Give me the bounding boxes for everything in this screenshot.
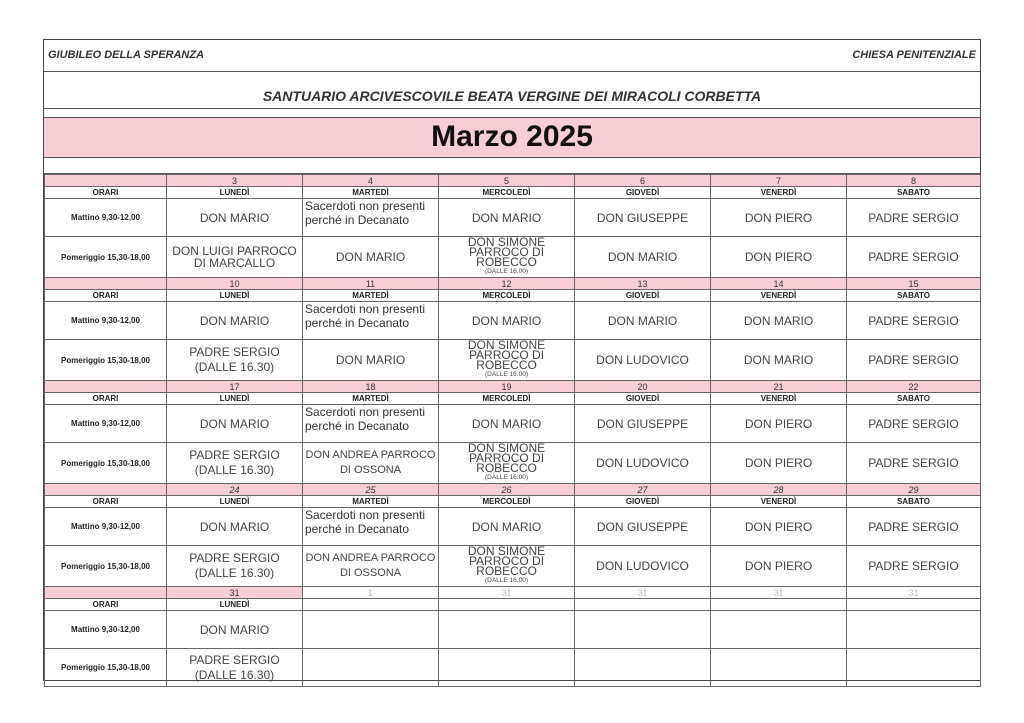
priest-cell: DON ANDREA PARROCO DI OSSONA xyxy=(303,546,439,587)
date-row xyxy=(45,175,981,187)
pomeriggio-label: Pomeriggio 15,30-18,00 xyxy=(45,546,167,587)
priest-cell: PADRE SERGIO (DALLE 16.30) xyxy=(167,649,303,687)
priest-cell: DON LUDOVICO xyxy=(575,340,711,381)
date-cell: 13 xyxy=(575,278,711,290)
empty-cell xyxy=(303,649,439,687)
priest-cell: DON MARIO xyxy=(167,508,303,546)
weekday-label: LUNEDÌ xyxy=(167,496,303,508)
weekday-label: LUNEDÌ xyxy=(167,393,303,405)
empty-cell xyxy=(711,599,847,611)
date-cell: 28 xyxy=(711,484,847,496)
weekday-label: GIOVEDÌ xyxy=(575,187,711,199)
afternoon-row xyxy=(45,340,981,381)
priest-cell: DON LUDOVICO xyxy=(575,443,711,484)
date-row xyxy=(45,278,981,290)
date-row xyxy=(45,587,981,599)
date-cell: 1 xyxy=(303,587,439,599)
priest-absent-note xyxy=(303,508,439,546)
empty-cell xyxy=(847,611,981,649)
priest-cell: DON GIUSEPPE xyxy=(575,405,711,443)
pomeriggio-label: Pomeriggio 15,30-18,00 xyxy=(45,340,167,381)
date-cell-empty xyxy=(45,484,167,496)
pomeriggio-label: Pomeriggio 15,30-18,00 xyxy=(45,237,167,278)
date-cell: 26 xyxy=(439,484,575,496)
date-cell: 20 xyxy=(575,381,711,393)
morning-row xyxy=(45,199,981,237)
weekday-label: MARTEDÌ xyxy=(303,393,439,405)
priest-cell: DON MARIO xyxy=(711,302,847,340)
priest-cell: DON MARIO xyxy=(303,237,439,278)
date-row xyxy=(45,381,981,393)
priest-cell: PADRE SERGIO xyxy=(847,237,981,278)
afternoon-row xyxy=(45,649,981,687)
priest-cell: DON GIUSEPPE xyxy=(575,508,711,546)
date-cell: 6 xyxy=(575,175,711,187)
priest-cell: DON MARIO xyxy=(167,302,303,340)
time-note: (DALLE 16.00) xyxy=(485,474,528,481)
priest-cell: PADRE SERGIO xyxy=(847,302,981,340)
priest-cell: PADRE SERGIO xyxy=(847,405,981,443)
empty-cell xyxy=(847,649,981,687)
spacer-row xyxy=(44,109,980,118)
date-cell: 19 xyxy=(439,381,575,393)
sanctuary-title: SANTUARIO ARCIVESCOVILE BEATA VERGINE DEI MIRACOLI CORBETTA xyxy=(44,83,980,109)
date-cell: 31 xyxy=(847,587,981,599)
empty-cell xyxy=(439,599,575,611)
priest-cell xyxy=(439,443,575,484)
date-cell: 31 xyxy=(711,587,847,599)
priest-name: DON SIMONE PARROCO DI ROBECCO xyxy=(467,236,546,269)
weekday-label: VENERDÌ xyxy=(711,290,847,302)
priest-cell: DON LUDOVICO xyxy=(575,546,711,587)
morning-row xyxy=(45,405,981,443)
date-cell: 14 xyxy=(711,278,847,290)
priest-cell xyxy=(439,340,575,381)
priest-cell: PADRE SERGIO (DALLE 16.30) xyxy=(167,546,303,587)
priest-cell: DON PIERO xyxy=(711,443,847,484)
weekday-label: GIOVEDÌ xyxy=(575,496,711,508)
weekday-label: SABATO xyxy=(847,393,981,405)
weekday-label: MERCOLEDÌ xyxy=(439,187,575,199)
month-title: Marzo 2025 xyxy=(44,118,980,158)
date-cell: 12 xyxy=(439,278,575,290)
priest-cell: PADRE SERGIO xyxy=(847,340,981,381)
mattino-label: Mattino 9,30-12,00 xyxy=(45,199,167,237)
empty-cell xyxy=(575,649,711,687)
priest-cell xyxy=(439,237,575,278)
weekday-label: VENERDÌ xyxy=(711,393,847,405)
date-cell: 31 xyxy=(167,587,303,599)
date-cell: 31 xyxy=(575,587,711,599)
date-cell: 3 xyxy=(167,175,303,187)
weekday-label: MARTEDÌ xyxy=(303,290,439,302)
date-cell: 29 xyxy=(847,484,981,496)
weekday-label: LUNEDÌ xyxy=(167,599,303,611)
weekday-label: VENERDÌ xyxy=(711,496,847,508)
date-cell: 22 xyxy=(847,381,981,393)
morning-row xyxy=(45,302,981,340)
date-cell: 18 xyxy=(303,381,439,393)
spacer-row xyxy=(44,158,980,174)
priest-name: DON SIMONE PARROCO DI ROBECCO xyxy=(467,545,546,578)
priest-absent-text: Sacerdoti non presenti perché in Decanato xyxy=(305,405,426,433)
weekday-label: MERCOLEDÌ xyxy=(439,290,575,302)
priest-cell: PADRE SERGIO (DALLE 16.30) xyxy=(167,443,303,484)
date-cell: 4 xyxy=(303,175,439,187)
date-cell: 7 xyxy=(711,175,847,187)
priest-absent-note xyxy=(303,302,439,340)
priest-cell: DON PIERO xyxy=(711,508,847,546)
priest-absent-text: Sacerdoti non presenti perché in Decanato xyxy=(305,199,426,227)
priest-cell: DON MARIO xyxy=(575,302,711,340)
schedule-table xyxy=(44,174,981,687)
mattino-label: Mattino 9,30-12,00 xyxy=(45,302,167,340)
priest-cell xyxy=(439,546,575,587)
orari-label: ORARI xyxy=(45,393,167,405)
afternoon-row xyxy=(45,546,981,587)
weekday-label: VENERDÌ xyxy=(711,187,847,199)
time-note: (DALLE 16.00) xyxy=(485,371,528,378)
jubilee-title: GIUBILEO DELLA SPERANZA xyxy=(48,49,205,61)
date-cell: 21 xyxy=(711,381,847,393)
priest-cell: DON MARIO xyxy=(303,340,439,381)
priest-cell: DON PIERO xyxy=(711,405,847,443)
priest-name: DON SIMONE PARROCO DI ROBECCO xyxy=(467,442,546,475)
pomeriggio-label: Pomeriggio 15,30-18,00 xyxy=(45,443,167,484)
date-cell: 15 xyxy=(847,278,981,290)
priest-absent-text: Sacerdoti non presenti perché in Decanato xyxy=(305,302,426,330)
priest-cell: DON MARIO xyxy=(711,340,847,381)
priest-cell: DON PIERO xyxy=(711,199,847,237)
weekday-label: LUNEDÌ xyxy=(167,187,303,199)
empty-cell xyxy=(711,611,847,649)
empty-cell xyxy=(575,599,711,611)
weekday-row xyxy=(45,393,981,405)
mattino-label: Mattino 9,30-12,00 xyxy=(45,405,167,443)
date-cell-empty xyxy=(45,175,167,187)
weekday-label: SABATO xyxy=(847,187,981,199)
empty-cell xyxy=(575,611,711,649)
mattino-label: Mattino 9,30-12,00 xyxy=(45,508,167,546)
priest-name: DON SIMONE PARROCO DI ROBECCO xyxy=(467,339,546,372)
header-row xyxy=(44,40,980,72)
priest-cell: DON MARIO xyxy=(575,237,711,278)
priest-cell: DON MARIO xyxy=(439,302,575,340)
date-row xyxy=(45,484,981,496)
weekday-row xyxy=(45,599,981,611)
weekday-row xyxy=(45,290,981,302)
time-note: (DALLE 16.00) xyxy=(485,268,528,275)
weekday-label: LUNEDÌ xyxy=(167,290,303,302)
priest-cell: DON GIUSEPPE xyxy=(575,199,711,237)
priest-cell: PADRE SERGIO xyxy=(847,546,981,587)
weekday-label: MARTEDÌ xyxy=(303,187,439,199)
mattino-label: Mattino 9,30-12,00 xyxy=(45,611,167,649)
orari-label: ORARI xyxy=(45,599,167,611)
weekday-row xyxy=(45,187,981,199)
weekday-label: MERCOLEDÌ xyxy=(439,393,575,405)
weekday-label: MERCOLEDÌ xyxy=(439,496,575,508)
church-title: CHIESA PENITENZIALE xyxy=(852,49,976,61)
empty-cell xyxy=(439,611,575,649)
priest-absent-note xyxy=(303,199,439,237)
date-cell: 27 xyxy=(575,484,711,496)
weekday-label: SABATO xyxy=(847,496,981,508)
date-cell-empty xyxy=(45,587,167,599)
priest-cell: DON LUIGI PARROCO DI MARCALLO xyxy=(167,237,303,278)
priest-cell: DON MARIO xyxy=(439,508,575,546)
priest-cell: DON PIERO xyxy=(711,546,847,587)
orari-label: ORARI xyxy=(45,290,167,302)
date-cell: 10 xyxy=(167,278,303,290)
priest-cell: DON ANDREA PARROCO DI OSSONA xyxy=(303,443,439,484)
date-cell: 8 xyxy=(847,175,981,187)
empty-cell xyxy=(847,599,981,611)
weekday-row xyxy=(45,496,981,508)
calendar-sheet xyxy=(43,39,981,681)
morning-row xyxy=(45,508,981,546)
empty-cell xyxy=(303,611,439,649)
priest-cell: DON MARIO xyxy=(439,405,575,443)
afternoon-row xyxy=(45,443,981,484)
priest-cell: PADRE SERGIO xyxy=(847,199,981,237)
priest-cell: PADRE SERGIO xyxy=(847,443,981,484)
weekday-label: SABATO xyxy=(847,290,981,302)
empty-cell xyxy=(439,649,575,687)
date-cell: 31 xyxy=(439,587,575,599)
date-cell: 17 xyxy=(167,381,303,393)
priest-cell: DON PIERO xyxy=(711,237,847,278)
priest-absent-text: Sacerdoti non presenti perché in Decanato xyxy=(305,508,426,536)
time-note: (DALLE 16.00) xyxy=(485,577,528,584)
weekday-label: GIOVEDÌ xyxy=(575,393,711,405)
priest-cell: DON MARIO xyxy=(167,405,303,443)
date-cell-empty xyxy=(45,381,167,393)
afternoon-row xyxy=(45,237,981,278)
date-cell-empty xyxy=(45,278,167,290)
empty-cell xyxy=(711,649,847,687)
morning-row xyxy=(45,611,981,649)
priest-cell: PADRE SERGIO (DALLE 16.30) xyxy=(167,340,303,381)
pomeriggio-label: Pomeriggio 15,30-18,00 xyxy=(45,649,167,687)
priest-cell: DON MARIO xyxy=(167,611,303,649)
weekday-label: GIOVEDÌ xyxy=(575,290,711,302)
orari-label: ORARI xyxy=(45,496,167,508)
weekday-label: MARTEDÌ xyxy=(303,496,439,508)
date-cell: 5 xyxy=(439,175,575,187)
priest-cell: PADRE SERGIO xyxy=(847,508,981,546)
priest-cell: DON MARIO xyxy=(167,199,303,237)
date-cell: 24 xyxy=(167,484,303,496)
date-cell: 25 xyxy=(303,484,439,496)
empty-cell xyxy=(303,599,439,611)
orari-label: ORARI xyxy=(45,187,167,199)
priest-absent-note xyxy=(303,405,439,443)
date-cell: 11 xyxy=(303,278,439,290)
priest-cell: DON MARIO xyxy=(439,199,575,237)
